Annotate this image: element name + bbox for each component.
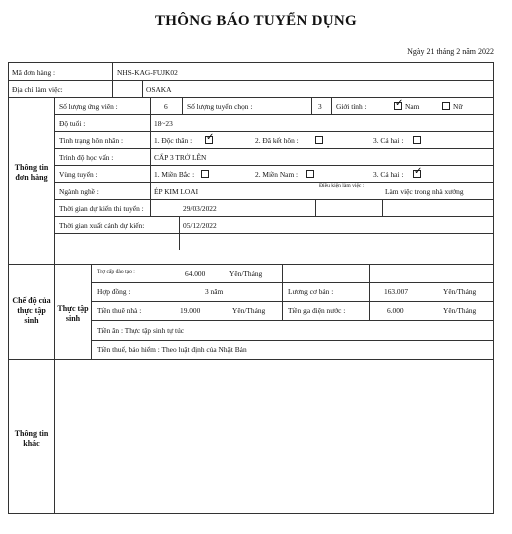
row-divider	[54, 199, 493, 200]
checkbox-empty-icon	[315, 136, 323, 144]
rent-label: Tiền thuê nhà :	[97, 306, 142, 315]
marital-both-checkbox[interactable]	[410, 136, 421, 144]
column-divider	[179, 216, 180, 250]
column-divider	[142, 80, 143, 97]
marital-single-checkbox[interactable]	[202, 136, 213, 144]
marital-single-label: 1. Độc thân :	[154, 136, 193, 145]
age-value: 18~23	[154, 119, 173, 128]
allowance-unit: Yên/Tháng	[229, 269, 263, 278]
row-divider	[54, 165, 493, 166]
region-south-checkbox[interactable]	[303, 170, 314, 178]
benefits-section-title: Chế độ của thực tập sinh	[12, 296, 51, 325]
region-north-checkbox[interactable]	[198, 170, 209, 178]
utilities-value: 6.000	[387, 306, 404, 315]
column-divider	[331, 97, 332, 114]
column-divider	[112, 63, 113, 97]
region-both-label: 3. Cả hai :	[373, 170, 404, 179]
column-divider	[150, 97, 151, 114]
job-value: ÉP KIM LOAI	[154, 187, 199, 196]
column-divider	[315, 199, 316, 216]
departure-date-value: 05/12/2022	[183, 221, 217, 230]
work-location-value: OSAKA	[146, 85, 172, 94]
rent-unit: Yên/Tháng	[232, 306, 266, 315]
checkbox-empty-icon	[306, 170, 314, 178]
region-south-label: 2. Miền Nam :	[255, 170, 299, 179]
intern-group-title: Thực tập sinh	[57, 304, 89, 323]
row-divider	[54, 216, 493, 217]
row-divider	[9, 80, 493, 81]
row-divider	[91, 320, 493, 321]
exam-date-value: 29/03/2022	[183, 204, 217, 213]
exam-date-label: Thời gian dự kiến thi tuyển :	[59, 204, 144, 213]
utilities-unit: Yên/Tháng	[443, 306, 477, 315]
recruitment-form	[8, 62, 494, 514]
issue-date: Ngày 21 tháng 2 năm 2022	[407, 47, 494, 56]
gender-male-checkbox[interactable]	[391, 102, 402, 110]
checkbox-checked-icon	[413, 170, 421, 178]
conditions-label: Điều kiện làm việc :	[319, 183, 365, 189]
region-both-checkbox[interactable]	[410, 170, 421, 178]
checkbox-empty-icon	[201, 170, 209, 178]
column-divider	[311, 97, 312, 114]
column-divider	[150, 199, 151, 216]
age-label: Độ tuổi :	[59, 119, 86, 128]
column-divider	[150, 114, 151, 199]
row-divider	[54, 131, 493, 132]
allowance-label: Trợ cấp đào tạo :	[97, 269, 135, 275]
education-label: Trình độ học vấn :	[59, 153, 114, 162]
row-divider	[91, 340, 493, 341]
row-divider	[54, 148, 493, 149]
gender-label: Giới tính :	[336, 102, 367, 111]
meals-text: Tiền ăn : Thực tập sinh tự túc	[97, 326, 185, 335]
salary-label: Lương cơ bản :	[288, 287, 334, 296]
contract-value: 3 năm	[205, 287, 224, 296]
row-divider	[54, 182, 493, 183]
row-divider	[91, 282, 493, 283]
row-divider	[91, 301, 493, 302]
row-divider	[9, 97, 493, 98]
salary-unit: Yên/Tháng	[443, 287, 477, 296]
allowance-value: 64.000	[185, 269, 206, 278]
checkbox-empty-icon	[442, 102, 450, 110]
column-divider	[282, 264, 283, 301]
column-divider	[382, 199, 383, 216]
region-label: Vùng tuyển :	[59, 170, 98, 179]
other-info-section-title: Thông tin khác	[14, 429, 49, 448]
selected-label: Số lượng tuyển chọn :	[187, 102, 253, 111]
utilities-label: Tiền ga điện nước :	[288, 306, 346, 315]
tax-insurance-text: Tiền thuế, bảo hiểm : Theo luật định của Nhật Bản	[97, 345, 247, 354]
selected-value: 3	[318, 102, 322, 111]
section-divider	[9, 264, 493, 265]
row-divider	[54, 233, 493, 234]
order-code-value: NHS-KAG-FUJK02	[117, 68, 178, 77]
checkbox-empty-icon	[413, 136, 421, 144]
checkbox-checked-icon	[205, 136, 213, 144]
column-divider	[369, 282, 370, 320]
gender-female-checkbox[interactable]	[439, 102, 450, 110]
marital-label: Tình trạng hôn nhân :	[59, 136, 124, 145]
departure-date-label: Thời gian xuất cảnh dự kiến:	[59, 221, 145, 230]
section-divider	[9, 359, 493, 360]
rent-value: 19.000	[180, 306, 201, 315]
column-divider	[182, 97, 183, 114]
salary-value: 163.007	[384, 287, 409, 296]
order-code-label: Mã đơn hàng :	[12, 68, 56, 77]
conditions-value: Làm việc trong nhà xưởng	[385, 187, 464, 196]
gender-female-label: Nữ	[453, 102, 463, 111]
candidates-value: 6	[164, 102, 168, 111]
gender-male-label: Nam	[405, 102, 420, 111]
education-value: CẤP 3 TRỞ LÊN	[154, 153, 207, 162]
checkbox-checked-icon	[394, 102, 402, 110]
marital-married-checkbox[interactable]	[312, 136, 323, 144]
job-label: Ngành nghề :	[59, 187, 99, 196]
row-divider	[54, 114, 493, 115]
contract-label: Hợp đồng :	[97, 287, 131, 296]
work-location-label: Địa chỉ làm việc:	[12, 85, 63, 94]
order-info-section-title: Thông tin đơn hàng	[14, 163, 49, 182]
page-title: THÔNG BÁO TUYỂN DỤNG	[155, 13, 357, 29]
marital-both-label: 3. Cả hai :	[373, 136, 404, 145]
column-divider	[282, 301, 283, 320]
column-divider	[91, 264, 92, 359]
region-north-label: 1. Miền Bắc :	[154, 170, 195, 179]
marital-married-label: 2. Đã kết hôn :	[255, 136, 299, 145]
column-divider	[369, 264, 370, 282]
candidates-label: Số lượng ứng viên :	[59, 102, 118, 111]
